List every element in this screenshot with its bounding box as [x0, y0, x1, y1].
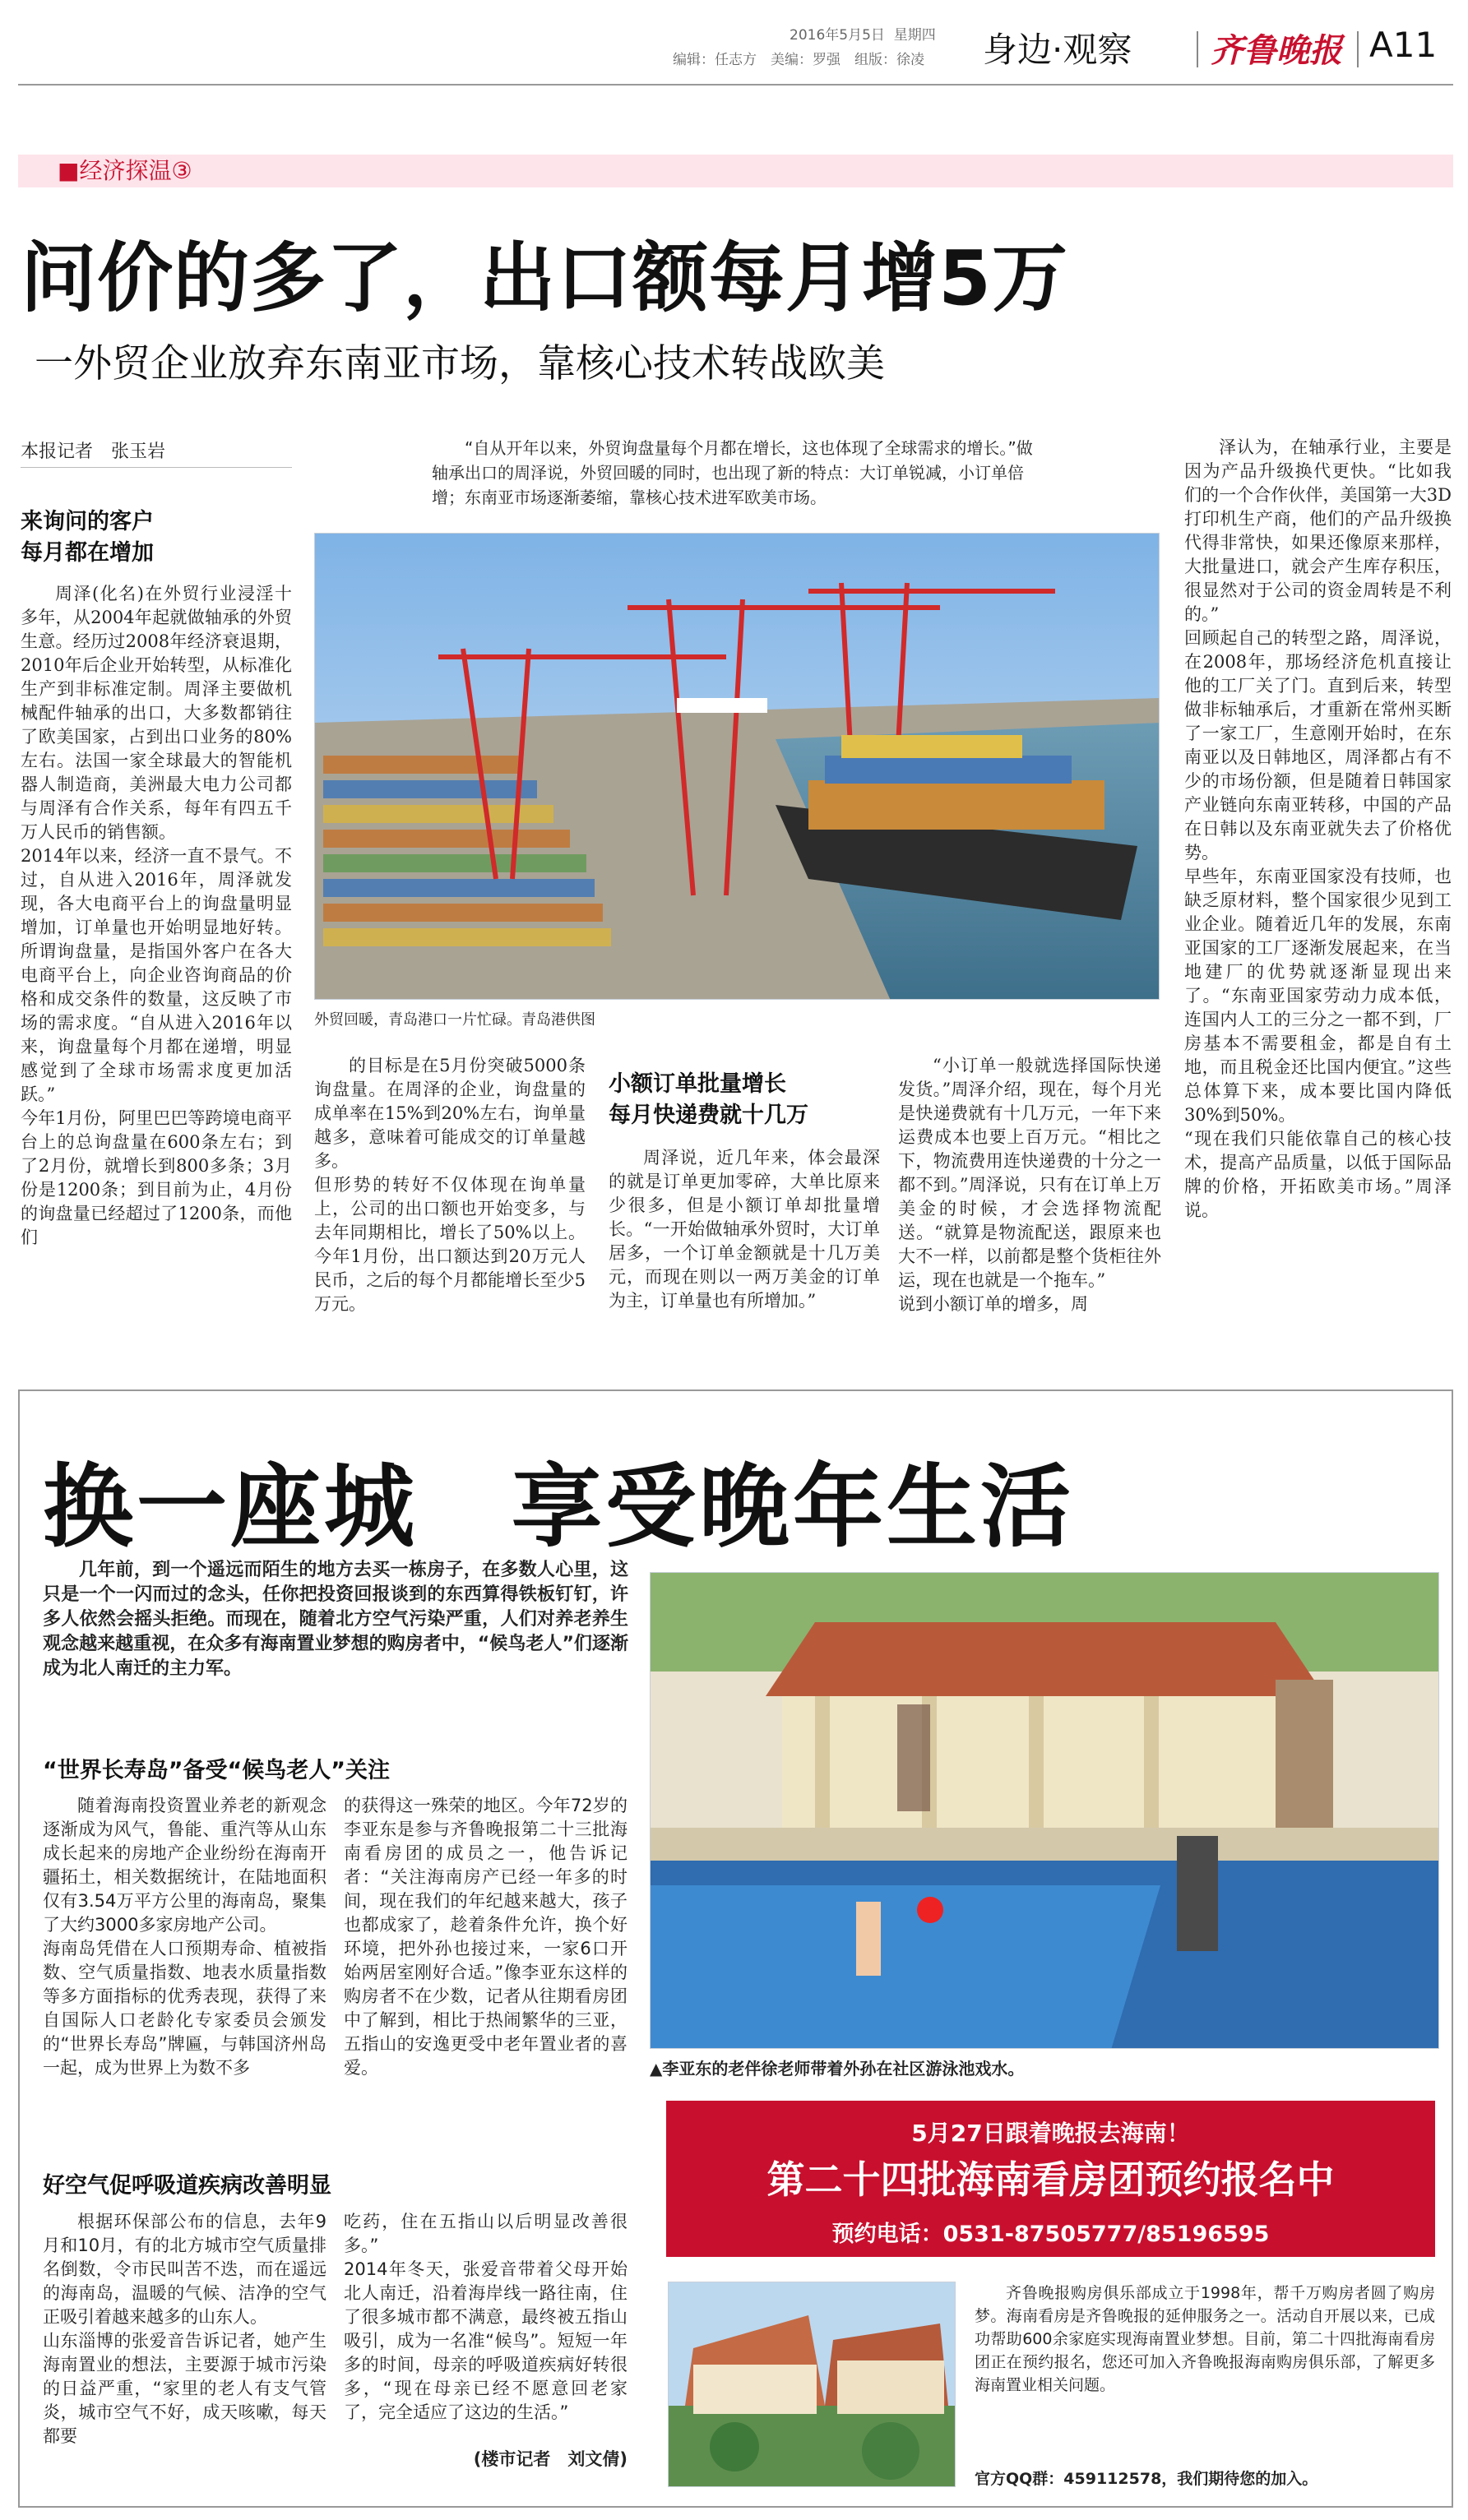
- port-photo: [314, 533, 1160, 1000]
- editor-line: 编辑：任志方 美编：罗强 组版：徐凌: [673, 52, 924, 68]
- column-tag: ■经济探温③: [58, 157, 192, 184]
- column-tag-bar: [18, 155, 1453, 187]
- subheadline-1: 一外贸企业放弃东南亚市场，靠核心技术转战欧美: [35, 341, 885, 386]
- article2-byline: (楼市记者 刘文倩): [473, 2449, 627, 2469]
- header-divider-2: [1357, 31, 1359, 67]
- banner-phone: 预约电话：0531-87505777/85196595: [831, 2222, 1270, 2247]
- villa-photo-illustration: [669, 2282, 956, 2487]
- issue-weekday: 星期四: [893, 27, 936, 44]
- issue-date: 2016年5月5日: [790, 27, 885, 44]
- qq-group: 官方QQ群：459112578，我们期待您的加入。: [975, 2470, 1318, 2488]
- subhead-longevity-island: “世界长寿岛”备受“候鸟老人”关注: [43, 1758, 390, 1783]
- section-name: 身边·观察: [983, 30, 1132, 70]
- pool-photo: [650, 1572, 1439, 2049]
- article1-col5: 泽认为，在轴承行业，主要是因为产品升级换代更快。“比如我们的一个合作伙伴，美国第一大3D打印机生产商，他们的产品升级换代得非常快，如果还像原来那样，大批量进口，就会产生库存积压，很显然对于公司的资金周转是不利的。” 回顾起自己的转型之路，周泽说，在2008年，那场经济危机直接让他的工厂关了门。直到后来，转型做非标轴承后，才重新在常州买断了一家工厂，生意刚开始时，在东南亚以及日韩地区，周泽都占有不少的市场份额，但是随着日韩国家产业链向东南亚转移，中国的产品在日韩以及东南亚就失去了价格优势。 早些年，东南亚国家没有技师，也缺乏原材料，整个国家很少见到工业企业。随着近几年的发展，东南亚国家的工厂逐渐发展起来，在当地建厂的优势就逐渐显现出来了。“东南亚国家劳动力成本低，连国内人工的三分之一都不到，厂房基本不需要租金，都是自有土地，而且税金还比国内便宜。”这些总体算下来，成本要比国内降低30%到50%。 “现在我们只能依靠自己的核心技术，提高产品质量，以低于国际品牌的价格，开拓欧美市场。”周泽说。: [1184, 437, 1452, 1220]
- villa-photo: [668, 2282, 956, 2487]
- pull-quote: “自从开年以来，外贸询盘量每个月都在增长，这也体现了全球需求的增长。”做轴承出口的周泽说，外贸回暖的同时，也出现了新的特点：大订单锐减，小订单倍增；东南亚市场逐渐萎缩，靠核心技术进军欧美市场。: [432, 438, 1033, 507]
- article2-lead: 几年前，到一个遥远而陌生的地方去买一栋房子，在多数人心里，这只是一个一闪而过的念头，任你把投资回报谈到的东西算得铁板钉钉，许多人依然会摇头拒绝。而现在，随着北方空气污染严重，人们对养老养生观念越来越重视，在众多有海南置业梦想的购房者中，“候鸟老人”们逐渐成为北人南迁的主力军。: [43, 1560, 628, 1679]
- brand-logo: 齐鲁晚报: [1211, 31, 1342, 70]
- tour-banner: [666, 2101, 1435, 2257]
- article2-p4: 吃药，住在五指山以后明显改善很多。” 2014年冬天，张爱音带着父母开始北人南迁，沿着海岸线一路往南，住了很多城市都不满意，最终被五指山吸引，成为一名准“候鸟”。短短一年多的时间，母亲的呼吸道疾病好转很多，“现在母亲已经不愿意回老家了，完全适应了这边的生活。”: [344, 2212, 627, 2422]
- article2-p2: 的获得这一殊荣的地区。今年72岁的李亚东是参与齐鲁晚报第二十三批海南看房团的成员之一，他告诉记者：“关注海南房产已经一年多的时间，现在我们的年纪越来越大，孩子也都成家了，趁着条件允许，换个好环境，把外孙也接过来，一家6口开始两居室刚好合适。”像李亚东这样的购房者不在少数，记者从往期看房团中了解到，相比于热闹繁华的三亚，五指山的安逸更受中老年置业者的喜爱。: [344, 1796, 627, 2078]
- subhead-customers: 来询问的客户 每月都在增加: [21, 509, 154, 566]
- pool-photo-caption: ▲李亚东的老伴徐老师带着外孙在社区游泳池戏水。: [650, 2059, 1025, 2078]
- club-text: 齐鲁晚报购房俱乐部成立于1998年，帮千万购房者圆了购房梦。海南看房是齐鲁晚报的延伸服务之一。活动自开展以来，已成功帮助600余家庭实现海南置业梦想。目前，第二十四批海南看房团正在预约报名，您还可加入齐鲁晚报海南购房俱乐部，了解更多海南置业相关问题。: [975, 2284, 1435, 2394]
- header-meta: [790, 25, 987, 46]
- article1-col3: 周泽说，近几年来，体会最深的就是订单更加零碎，大单比原来少很多，但是小额订单却批量增长。“一开始做轴承外贸时，大订单居多，一个订单金额就是十几万美元，而现在则以一两万美金的订单为主，订单量也有所增加。”: [609, 1148, 880, 1311]
- article1-col4: “小订单一般就选择国际快递发货。”周泽介绍，现在，每个月光是快递费就有十几万元，一年下来运费成本也要上百万元。“相比之下，物流费用连快递费的十分之一都不到。”周泽说，只有在订单上万美金的时候，才会选择物流配送。“就算是物流配送，跟原来也大不一样，以前都是整个货柜往外运，现在也就是一个拖车。” 说到小额订单的增多，周: [898, 1056, 1161, 1314]
- article1-col1: 周泽(化名)在外贸行业浸淫十多年，从2004年起就做轴承的外贸生意。经历过2008年经济衰退期，2010年后企业开始转型，从标准化生产到非标准定制。周泽主要做机械配件轴承的出口，大多数都销往了欧美国家，占到出口业务的80%左右。法国一家全球最大的智能机器人制造商，美洲最大电力公司都与周泽有合作关系，每年有四五千万人民币的销售额。 2014年以来，经济一直不景气。不过，自从进入2016年，周泽就发现，各大电商平台上的询盘量明显增加，订单量也开始明显地好转。所谓询盘量，是指国外客户在各大电商平台上，向企业咨询商品的价格和成交条件的数量，这反映了市场的需求度。“自从进入2016年以来，询盘量每个月都在递增，明显感觉到了全球市场需求度更加活跃。” 今年1月份，阿里巴巴等跨境电商平台上的总询盘量在600条左右；到了2月份，就增长到800多条；3月份是1200条；到目前为止，4月份的询盘量已经超过了1200条，而他们: [21, 584, 292, 1247]
- port-photo-caption: 外贸回暖，青岛港口一片忙碌。青岛港供图: [314, 1011, 595, 1029]
- article1-col2: 的目标是在5月份突破5000条询盘量。在周泽的企业，询盘量的成单率在15%到20%左右，询单量越多，意味着可能成交的订单量越多。 但形势的转好不仅体现在询单量上，公司的出口额也开始变多，与去年同期相比，增长了50%以上。今年1月份，出口额达到20万元人民币，之后的每个月都能增长至少5万元。: [314, 1056, 586, 1314]
- article2-p3: 根据环保部公布的信息，去年9月和10月，有的北方城市空气质量排名倒数，令市民叫苦不迭，而在遥远的海南岛，温暖的气候、洁净的空气正吸引着越来越多的山东人。 山东淄博的张爱音告诉记者，她产生海南置业的想法，主要源于城市污染的日益严重，“家里的老人有支气管炎，城市空气不好，成天咳嗽，每天都要: [43, 2212, 326, 2446]
- header-rule: [18, 84, 1453, 86]
- port-photo-illustration: [315, 534, 1160, 1000]
- banner-date-line: 5月27日跟着晚报去海南！: [911, 2120, 1190, 2147]
- page-number: A11: [1369, 25, 1438, 65]
- article2-p1: 随着海南投资置业养老的新观念逐渐成为风气，鲁能、重汽等从山东成长起来的房地产企业纷纷在海南开疆拓土，相关数据统计，在陆地面积仅有3.54万平方公里的海南岛，聚集了大约3000多家房地产公司。 海南岛凭借在人口预期寿命、植被指数、空气质量指数、地表水质量指数等多方面指标的优秀表现，获得了来自国际人口老龄化专家委员会颁发的“世界长寿岛”牌匾，与韩国济州岛一起，成为世界上为数不多: [43, 1796, 326, 2078]
- pool-photo-illustration: [651, 1573, 1439, 2049]
- header-divider: [1197, 31, 1198, 67]
- headline-2: 换一座城 享受晚年生活: [43, 1454, 1074, 1560]
- byline-1: 本报记者 张玉岩: [21, 442, 166, 462]
- headline-1: 问价的多了，出口额每月增5万: [21, 234, 1069, 322]
- subhead-small-orders: 小额订单批量增长 每月快递费就十几万: [609, 1071, 808, 1128]
- byline-rule: [21, 467, 292, 468]
- banner-title: 第二十四批海南看房团预约报名中: [766, 2157, 1335, 2202]
- subhead-good-air: 好空气促呼吸道疾病改善明显: [43, 2173, 331, 2199]
